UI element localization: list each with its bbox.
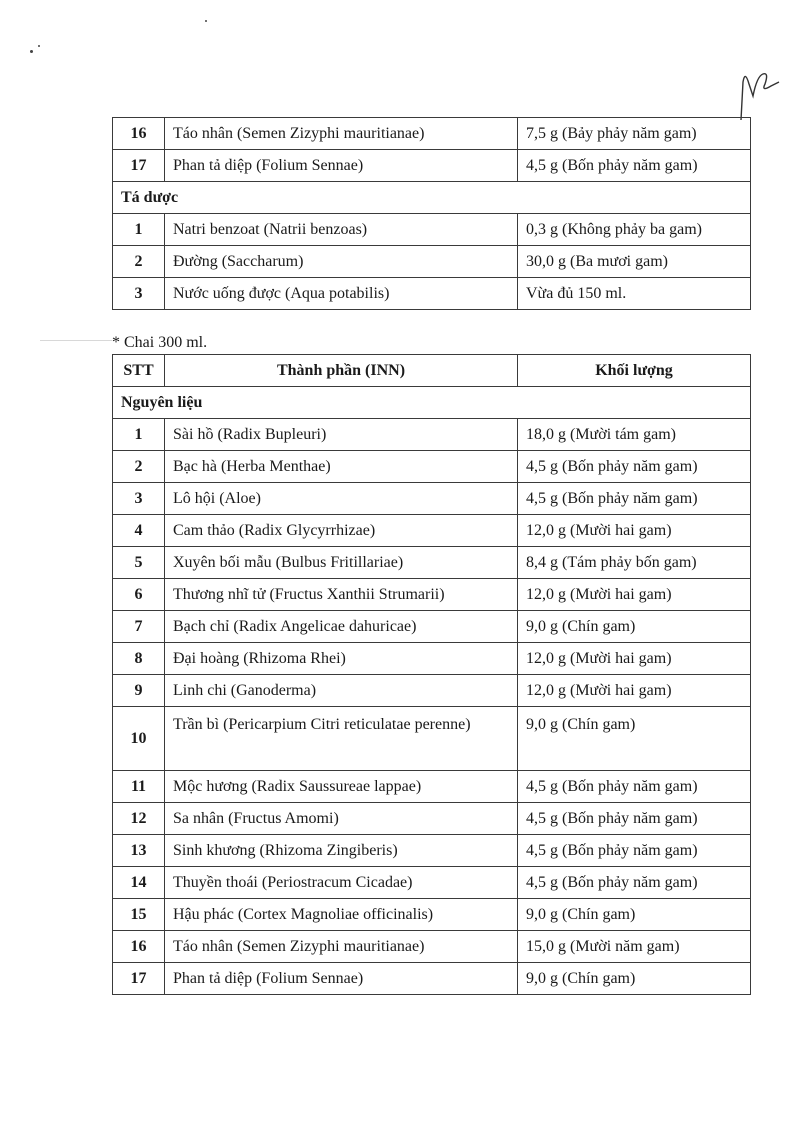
section-title: Nguyên liệu: [113, 387, 751, 419]
row-stt: 1: [113, 214, 165, 246]
row-mass: 12,0 g (Mười hai gam): [518, 675, 751, 707]
row-stt: 1: [113, 419, 165, 451]
scan-speck: [30, 50, 33, 53]
table-row: [113, 419, 751, 451]
row-ingredient: Mộc hương (Radix Saussureae lappae): [165, 771, 518, 803]
table-row: [113, 899, 751, 931]
scan-fold-line: [40, 340, 112, 341]
row-stt: 3: [113, 278, 165, 310]
row-mass: 9,0 g (Chín gam): [518, 611, 751, 643]
scan-speck: [205, 20, 207, 22]
row-ingredient: Đại hoàng (Rhizoma Rhei): [165, 643, 518, 675]
row-stt: 17: [113, 150, 165, 182]
table-header-row: [113, 355, 751, 387]
row-ingredient: Sa nhân (Fructus Amomi): [165, 803, 518, 835]
row-mass: 18,0 g (Mười tám gam): [518, 419, 751, 451]
row-mass: Vừa đủ 150 ml.: [518, 278, 751, 310]
scan-speck: [38, 45, 40, 47]
row-mass: 12,0 g (Mười hai gam): [518, 643, 751, 675]
table-row: [113, 771, 751, 803]
table-row: [113, 931, 751, 963]
table-b-body: [113, 387, 751, 995]
table-row: [113, 150, 751, 182]
row-ingredient: Natri benzoat (Natrii benzoas): [165, 214, 518, 246]
header-mass: Khối lượng: [518, 355, 751, 387]
row-stt: 16: [113, 931, 165, 963]
row-stt: 8: [113, 643, 165, 675]
row-stt: 9: [113, 675, 165, 707]
row-stt: 14: [113, 867, 165, 899]
row-mass: 4,5 g (Bốn phảy năm gam): [518, 483, 751, 515]
row-mass: 12,0 g (Mười hai gam): [518, 579, 751, 611]
bottle-size-note: * Chai 300 ml.: [112, 334, 208, 351]
row-stt: 16: [113, 118, 165, 150]
table-row: [113, 643, 751, 675]
table-row: [113, 483, 751, 515]
row-mass: 9,0 g (Chín gam): [518, 899, 751, 931]
table-row: [113, 118, 751, 150]
table-a-body: [113, 118, 751, 310]
ingredients-table-300ml: [112, 354, 751, 995]
table-row: [113, 963, 751, 995]
table-row: [113, 675, 751, 707]
row-mass: 9,0 g (Chín gam): [518, 963, 751, 995]
table-row: [113, 246, 751, 278]
table-row: [113, 835, 751, 867]
section-row: [113, 387, 751, 419]
table-row: [113, 547, 751, 579]
row-stt: 4: [113, 515, 165, 547]
row-stt: 12: [113, 803, 165, 835]
table-row: [113, 214, 751, 246]
row-stt: 10: [113, 707, 165, 771]
row-ingredient: Lô hội (Aloe): [165, 483, 518, 515]
row-ingredient: Táo nhân (Semen Zizyphi mauritianae): [165, 118, 518, 150]
row-stt: 7: [113, 611, 165, 643]
row-stt: 15: [113, 899, 165, 931]
section-title: Tá dược: [113, 182, 751, 214]
handwritten-initials-mark: [733, 62, 783, 122]
row-ingredient: Phan tả diệp (Folium Sennae): [165, 963, 518, 995]
header-ingredient: Thành phần (INN): [165, 355, 518, 387]
row-stt: 5: [113, 547, 165, 579]
row-stt: 13: [113, 835, 165, 867]
table-row: [113, 707, 751, 771]
row-ingredient: Linh chi (Ganoderma): [165, 675, 518, 707]
row-mass: 12,0 g (Mười hai gam): [518, 515, 751, 547]
row-ingredient: Bạch chỉ (Radix Angelicae dahuricae): [165, 611, 518, 643]
row-stt: 2: [113, 246, 165, 278]
row-ingredient: Trần bì (Pericarpium Citri reticulatae perenne): [165, 707, 518, 771]
row-mass: 4,5 g (Bốn phảy năm gam): [518, 771, 751, 803]
row-ingredient: Hậu phác (Cortex Magnoliae officinalis): [165, 899, 518, 931]
row-stt: 11: [113, 771, 165, 803]
header-stt: STT: [113, 355, 165, 387]
row-ingredient: Sài hồ (Radix Bupleuri): [165, 419, 518, 451]
row-mass: 15,0 g (Mười năm gam): [518, 931, 751, 963]
row-mass: 7,5 g (Bảy phảy năm gam): [518, 118, 751, 150]
row-mass: 9,0 g (Chín gam): [518, 707, 751, 771]
row-ingredient: Thuyền thoái (Periostracum Cicadae): [165, 867, 518, 899]
row-stt: 17: [113, 963, 165, 995]
table-row: [113, 867, 751, 899]
row-stt: 3: [113, 483, 165, 515]
row-mass: 4,5 g (Bốn phảy năm gam): [518, 150, 751, 182]
row-mass: 8,4 g (Tám phảy bốn gam): [518, 547, 751, 579]
section-row: [113, 182, 751, 214]
row-mass: 4,5 g (Bốn phảy năm gam): [518, 803, 751, 835]
table-row: [113, 515, 751, 547]
row-ingredient: Nước uống được (Aqua potabilis): [165, 278, 518, 310]
row-mass: 0,3 g (Không phảy ba gam): [518, 214, 751, 246]
row-stt: 2: [113, 451, 165, 483]
row-ingredient: Bạc hà (Herba Menthae): [165, 451, 518, 483]
ingredients-table-continued: [112, 117, 751, 310]
row-ingredient: Sinh khương (Rhizoma Zingiberis): [165, 835, 518, 867]
row-mass: 4,5 g (Bốn phảy năm gam): [518, 835, 751, 867]
row-mass: 4,5 g (Bốn phảy năm gam): [518, 867, 751, 899]
table-row: [113, 611, 751, 643]
table-row: [113, 803, 751, 835]
table-row: [113, 451, 751, 483]
row-ingredient: Táo nhân (Semen Zizyphi mauritianae): [165, 931, 518, 963]
row-ingredient: Xuyên bối mẫu (Bulbus Fritillariae): [165, 547, 518, 579]
table-row: [113, 579, 751, 611]
row-mass: 4,5 g (Bốn phảy năm gam): [518, 451, 751, 483]
row-ingredient: Thương nhĩ tử (Fructus Xanthii Strumarii): [165, 579, 518, 611]
row-ingredient: Phan tả diệp (Folium Sennae): [165, 150, 518, 182]
row-ingredient: Đường (Saccharum): [165, 246, 518, 278]
row-mass: 30,0 g (Ba mươi gam): [518, 246, 751, 278]
row-stt: 6: [113, 579, 165, 611]
row-ingredient: Cam thảo (Radix Glycyrrhizae): [165, 515, 518, 547]
table-row: [113, 278, 751, 310]
